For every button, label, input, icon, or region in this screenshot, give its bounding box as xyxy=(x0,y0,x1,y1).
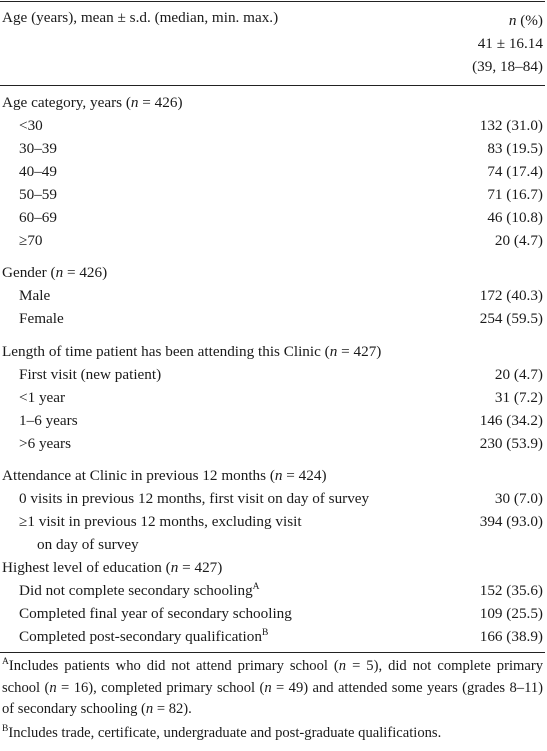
footnote-mark-b: B xyxy=(261,627,269,638)
row-value: 394 (93.0) xyxy=(479,513,543,530)
row-value: 109 (25.5) xyxy=(479,605,543,622)
n-symbol: n xyxy=(508,12,517,29)
header-age-median-range: (39, 18–84) xyxy=(472,58,543,75)
row-value: 166 (38.9) xyxy=(479,628,543,645)
row-label: <1 year xyxy=(19,389,66,406)
header-right-column xyxy=(472,9,543,78)
row-label: 40–49 xyxy=(19,163,57,180)
section-title-age-category: Age category, years (n = 426) xyxy=(2,94,183,111)
row-value: 254 (59.5) xyxy=(479,310,543,327)
row-label: Female xyxy=(19,310,64,327)
row-value: 31 (7.2) xyxy=(494,389,543,406)
row-label: ≥1 visit in previous 12 months, excluding visit xyxy=(19,513,302,530)
row-label: <30 xyxy=(19,117,43,134)
section-title-gender: Gender (n = 426) xyxy=(2,264,108,281)
row-value: 30 (7.0) xyxy=(494,490,543,507)
row-label: First visit (new patient) xyxy=(19,366,162,383)
row-label: 1–6 years xyxy=(19,412,78,429)
row-value: 20 (4.7) xyxy=(494,232,543,249)
row-value: 46 (10.8) xyxy=(487,209,543,226)
row-label: 0 visits in previous 12 months, first visit on day of survey xyxy=(19,490,370,507)
row-label: 60–69 xyxy=(19,209,57,226)
header-rule xyxy=(0,85,545,86)
row-label: 30–39 xyxy=(19,140,57,157)
row-value: 132 (31.0) xyxy=(479,117,543,134)
row-value: 146 (34.2) xyxy=(479,412,543,429)
section-title-length-of-time: Length of time patient has been attending this Clinic (n = 427) xyxy=(2,343,382,360)
section-title-attendance: Attendance at Clinic in previous 12 months (n = 424) xyxy=(2,467,327,484)
footnote-mark-a: A xyxy=(252,581,260,592)
bottom-rule xyxy=(0,652,545,653)
footnote-b: $^B$Includes trade, certificate, undergraduate and post-graduate qualifications. xyxy=(2,724,442,741)
row-label-continued: on day of survey xyxy=(37,536,139,553)
header-n-percent: n (%) xyxy=(508,12,543,29)
row-label: Male xyxy=(19,287,51,304)
row-value: 83 (19.5) xyxy=(487,140,543,157)
row-value: 172 (40.3) xyxy=(479,287,543,304)
section-title-education: Highest level of education (n = 427) xyxy=(2,559,223,576)
row-value: 152 (35.6) xyxy=(479,582,543,599)
row-label: 50–59 xyxy=(19,186,57,203)
row-label: Completed final year of secondary schooling xyxy=(19,605,292,622)
row-value: 20 (4.7) xyxy=(494,366,543,383)
row-value: 71 (16.7) xyxy=(487,186,543,203)
row-label: Completed post-secondary qualification$^B$ xyxy=(19,627,269,645)
top-rule xyxy=(0,1,545,2)
row-value: 230 (53.9) xyxy=(479,435,543,452)
row-label: ≥70 xyxy=(19,232,43,249)
header-age-mean: 41 ± 16.14 xyxy=(477,35,543,52)
row-value: 74 (17.4) xyxy=(487,163,543,180)
footnote-a: $^A$Includes patients who did not attend primary school (n = 5), did not complete primary school (n = 16), completed primary school (n = 49) and attended some years (grades 8–11) of secondary schooling (n = 82). xyxy=(2,657,544,717)
row-label: Did not complete secondary schooling$^A$ xyxy=(19,581,260,599)
header-age-label: Age (years), mean ± s.d. (median, min. max.) xyxy=(2,9,279,26)
row-label: >6 years xyxy=(19,435,71,452)
